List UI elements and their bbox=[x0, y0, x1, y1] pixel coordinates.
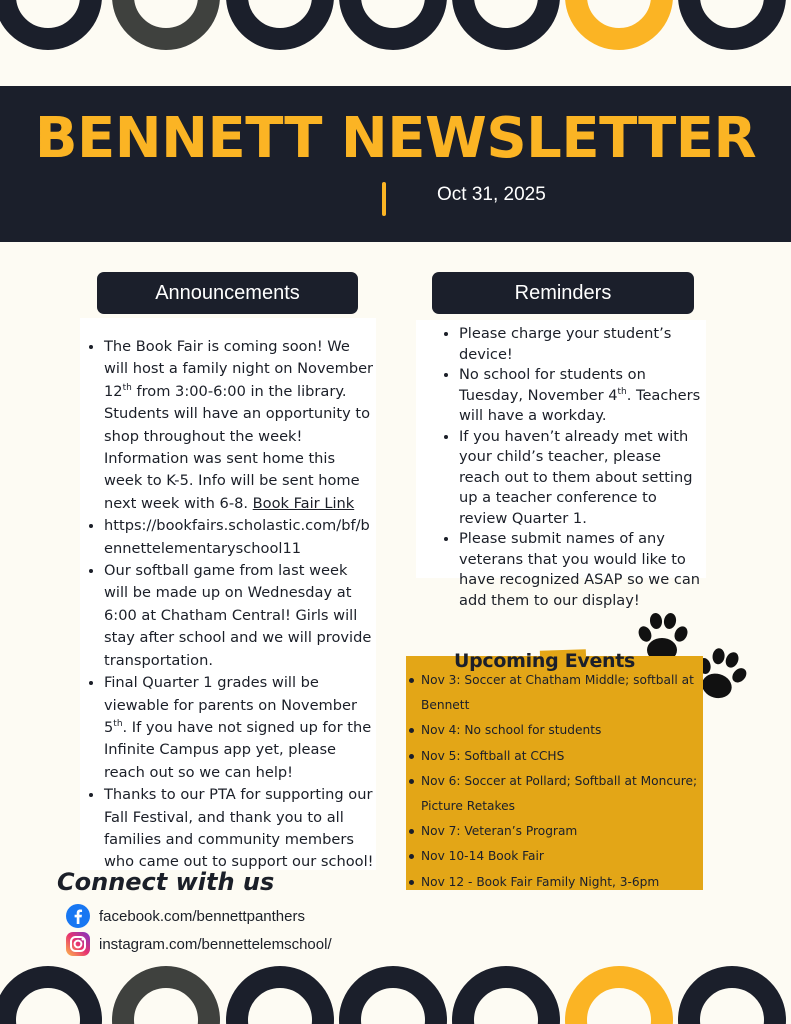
ring-decoration bbox=[112, 0, 220, 50]
bullet-icon bbox=[409, 880, 414, 885]
newsletter-date: Oct 31, 2025 bbox=[437, 184, 546, 205]
event-item bbox=[421, 668, 711, 718]
book-fair-url[interactable]: https://bookfairs.scholastic.com/bf/bennettelementaryschool11 bbox=[104, 517, 370, 557]
ring-decoration bbox=[678, 966, 786, 1024]
announcements-card bbox=[80, 318, 376, 870]
event-item bbox=[421, 769, 711, 819]
bullet-icon bbox=[409, 728, 414, 733]
reminder-item: • Please submit names of any veterans that you would like to have recognized ASAP so we can add them to our display! bbox=[459, 529, 702, 611]
event-text: Nov 4: No school for students bbox=[421, 723, 602, 738]
facebook-row[interactable] bbox=[65, 903, 305, 929]
event-item bbox=[421, 819, 711, 844]
reminder-item: • No school for students on Tuesday, November 4th. Teachers will have a workday. bbox=[459, 365, 702, 427]
announcement-item: • Our softball game from last week will be made up on Wednesday at 6:00 at Chatham Central! Girls will stay after school and we will provide transportation. bbox=[104, 560, 376, 672]
ring-decoration bbox=[0, 966, 102, 1024]
event-item bbox=[421, 870, 711, 895]
reminder-item: • Please charge your student’s device! bbox=[459, 324, 702, 365]
event-text: Nov 3: Soccer at Chatham Middle; softball at Bennett bbox=[421, 673, 694, 713]
event-text: Nov 6: Soccer at Pollard; Softball at Moncure; Picture Retakes bbox=[421, 773, 698, 814]
upcoming-events-title: Upcoming Events bbox=[454, 650, 636, 672]
event-text: Nov 12 - Book Fair Family Night, 3-6pm bbox=[421, 874, 660, 889]
bottom-ring-border bbox=[0, 964, 791, 1024]
ring-decoration bbox=[678, 0, 786, 50]
bullet-icon bbox=[409, 754, 414, 759]
event-text: Nov 10-14 Book Fair bbox=[421, 849, 544, 864]
reminders-card bbox=[416, 320, 706, 609]
instagram-row[interactable] bbox=[65, 931, 332, 957]
ring-decoration bbox=[226, 966, 334, 1024]
bullet-icon bbox=[409, 678, 414, 683]
book-fair-link[interactable]: Book Fair Link bbox=[252, 494, 355, 512]
announcement-item: • The Book Fair is coming soon! We will host a family night on November 12th from 3:00-6:00 in the library. Students will have an opportunity to shop throughout the week! Information was sent home this week to K-5. Info will be sent home next week with 6-8. Book Fair Link bbox=[104, 336, 376, 515]
ring-decoration bbox=[452, 966, 560, 1024]
ring-decoration bbox=[565, 966, 673, 1024]
event-item bbox=[421, 744, 711, 769]
ring-decoration bbox=[565, 0, 673, 50]
announcements-heading: Announcements bbox=[97, 272, 358, 314]
event-text: Nov 5: Softball at CCHS bbox=[421, 748, 565, 763]
connect-heading: Connect with us bbox=[57, 868, 275, 896]
newsletter-title: BENNETT NEWSLETTER bbox=[34, 106, 757, 171]
reminders-heading: Reminders bbox=[432, 272, 694, 314]
instagram-icon bbox=[65, 931, 91, 957]
announcement-item: • Thanks to our PTA for supporting our Fall Festival, and thank you to all families and community members who came out to support our school! bbox=[104, 784, 376, 874]
events-list bbox=[406, 668, 711, 895]
event-item bbox=[421, 718, 711, 743]
facebook-link[interactable]: facebook.com/bennettpanthers bbox=[99, 907, 305, 925]
event-text: Nov 7: Veteran’s Program bbox=[421, 824, 578, 839]
ring-decoration bbox=[0, 0, 102, 50]
ring-decoration bbox=[452, 0, 560, 50]
facebook-icon bbox=[65, 903, 91, 929]
bullet-icon bbox=[409, 829, 414, 834]
ring-decoration bbox=[226, 0, 334, 50]
announcement-item: • Final Quarter 1 grades will be viewable for parents on November 5th. If you have not signed up for the Infinite Campus app yet, please reach out so we can help! bbox=[104, 672, 376, 784]
event-item bbox=[421, 844, 711, 869]
reminder-item: • If you haven’t already met with your child’s teacher, please reach out to them about setting up a teacher conference to review Quarter 1. bbox=[459, 427, 702, 530]
date-divider bbox=[382, 182, 386, 216]
announcement-item bbox=[104, 515, 376, 560]
ring-decoration bbox=[339, 0, 447, 50]
ring-decoration bbox=[112, 966, 220, 1024]
upcoming-events-panel bbox=[406, 656, 703, 890]
instagram-link[interactable]: instagram.com/bennettelemschool/ bbox=[99, 935, 332, 953]
bullet-icon bbox=[409, 854, 414, 859]
bullet-icon bbox=[409, 779, 414, 784]
top-ring-border bbox=[0, 0, 791, 60]
ring-decoration bbox=[339, 966, 447, 1024]
